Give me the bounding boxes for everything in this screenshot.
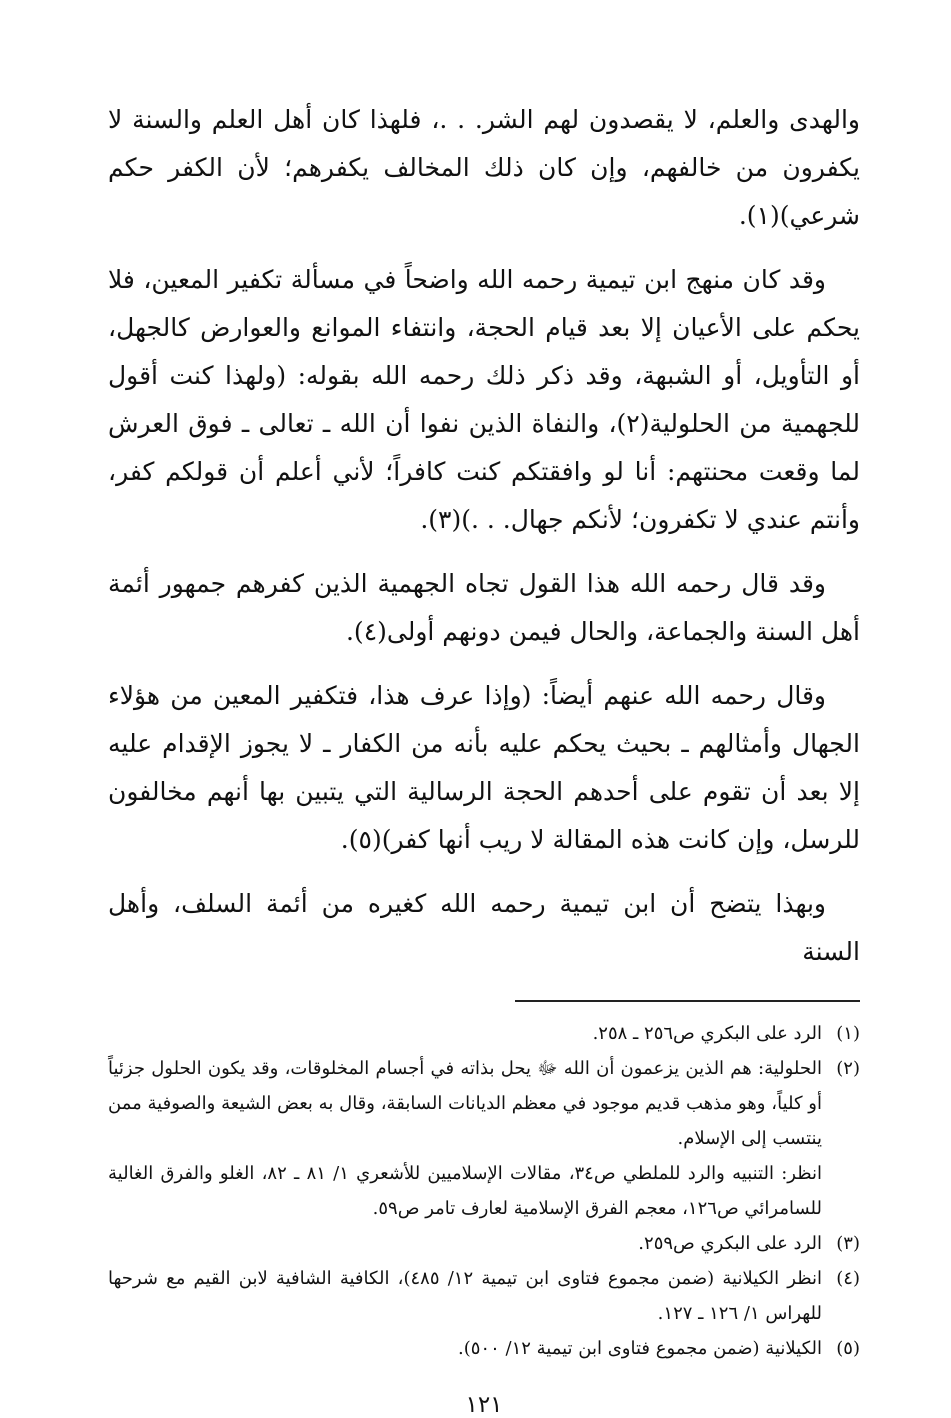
footnote-text: الرد على البكري ص٢٥٩.	[638, 1233, 822, 1254]
footnote-text: انظر: التنبيه والرد للملطي ص٣٤، مقالات الإسلاميين للأشعري ١/ ٨١ ـ ٨٢، الغلو والفرق الغالية للسامرائي ص١٢٦، معجم الفرق الإسلامية لعارف تامر ص٥٩.	[108, 1163, 822, 1219]
footnote-number: (٣)	[836, 1233, 860, 1254]
footnote-number: (٥)	[836, 1338, 860, 1359]
footnote-number: (٤)	[836, 1268, 860, 1289]
footnote	[108, 1261, 860, 1331]
footnote-number: (١)	[836, 1023, 860, 1044]
paragraph: وبهذا يتضح أن ابن تيمية رحمه الله كغيره من أئمة السلف، وأهل السنة	[108, 889, 860, 966]
footnote-text: الحلولية: هم الذين يزعمون أن الله ﷻ يحل بذاته في أجسام المخلوقات، وقد يكون الحلول جزئياً أو كلياً، وهو مذهب قديم موجود في معظم الديانات السابقة، وقال به بعض الشيعة والصوفية ممن ينتسب إلى الإسلام.	[108, 1058, 822, 1149]
paragraph: والهدى والعلم، لا يقصدون لهم الشر. . .، فلهذا كان أهل العلم والسنة لا يكفرون من خالفهم، وإن كان ذلك المخالف يكفرهم؛ لأن الكفر حكم شرعي)(١).	[108, 105, 860, 230]
footnote-number: (٢)	[836, 1058, 860, 1079]
footnote	[108, 1226, 860, 1261]
footnote-text: الكيلانية (ضمن مجموع فتاوى ابن تيمية ١٢/ ٥٠٠).	[458, 1338, 822, 1359]
paragraph: وقد قال رحمه الله هذا القول تجاه الجهمية الذين كفرهم جمهور أئمة أهل السنة والجماعة، والحال فيمن دونهم أولى(٤).	[108, 569, 860, 646]
footnote-text: الرد على البكري ص٢٥٦ ـ ٢٥٨.	[592, 1023, 822, 1044]
footnote-continuation	[108, 1156, 860, 1226]
paragraph: وقد كان منهج ابن تيمية رحمه الله واضحاً في مسألة تكفير المعين، فلا يحكم على الأعيان إلا بعد قيام الحجة، وانتفاء الموانع والعوارض كالجهل، أو التأويل، أو الشبهة، وقد ذكر ذلك رحمه الله بقوله: (ولهذا كنت أقول للجهمية من الحلولية(٢)، والنفاة الذين نفوا أن الله ـ تعالى ـ فوق العرش لما وقعت محنتهم: أنا لو وافقتكم كنت كافراً؛ لأني أعلم أن قولكم كفر، وأنتم عندي لا تكفرون؛ لأنكم جهال. . .)(٣).	[108, 265, 860, 534]
footnote-text: انظر الكيلانية (ضمن مجموع فتاوى ابن تيمية ١٢/ ٤٨٥)، الكافية الشافية لابن القيم مع شرحها للهراس ١/ ١٢٦ ـ ١٢٧.	[108, 1268, 822, 1324]
page-number: ١٢١	[465, 1392, 503, 1418]
footnote	[108, 1331, 860, 1366]
main-text	[108, 96, 860, 976]
footnote-separator	[515, 1000, 860, 1002]
footnote	[108, 1051, 860, 1156]
footnote	[108, 1016, 860, 1051]
footnotes	[108, 1016, 860, 1366]
book-page	[108, 96, 860, 1418]
paragraph: وقال رحمه الله عنهم أيضاً: (وإذا عرف هذا، فتكفير المعين من هؤلاء الجهال وأمثالهم ـ بحيث يحكم عليه بأنه من الكفار ـ لا يجوز الإقدام عليه إلا بعد أن تقوم على أحدهم الحجة الرسالية التي يتبين بها أنهم مخالفون للرسل، وإن كانت هذه المقالة لا ريب أنها كفر)(٥).	[108, 681, 860, 854]
